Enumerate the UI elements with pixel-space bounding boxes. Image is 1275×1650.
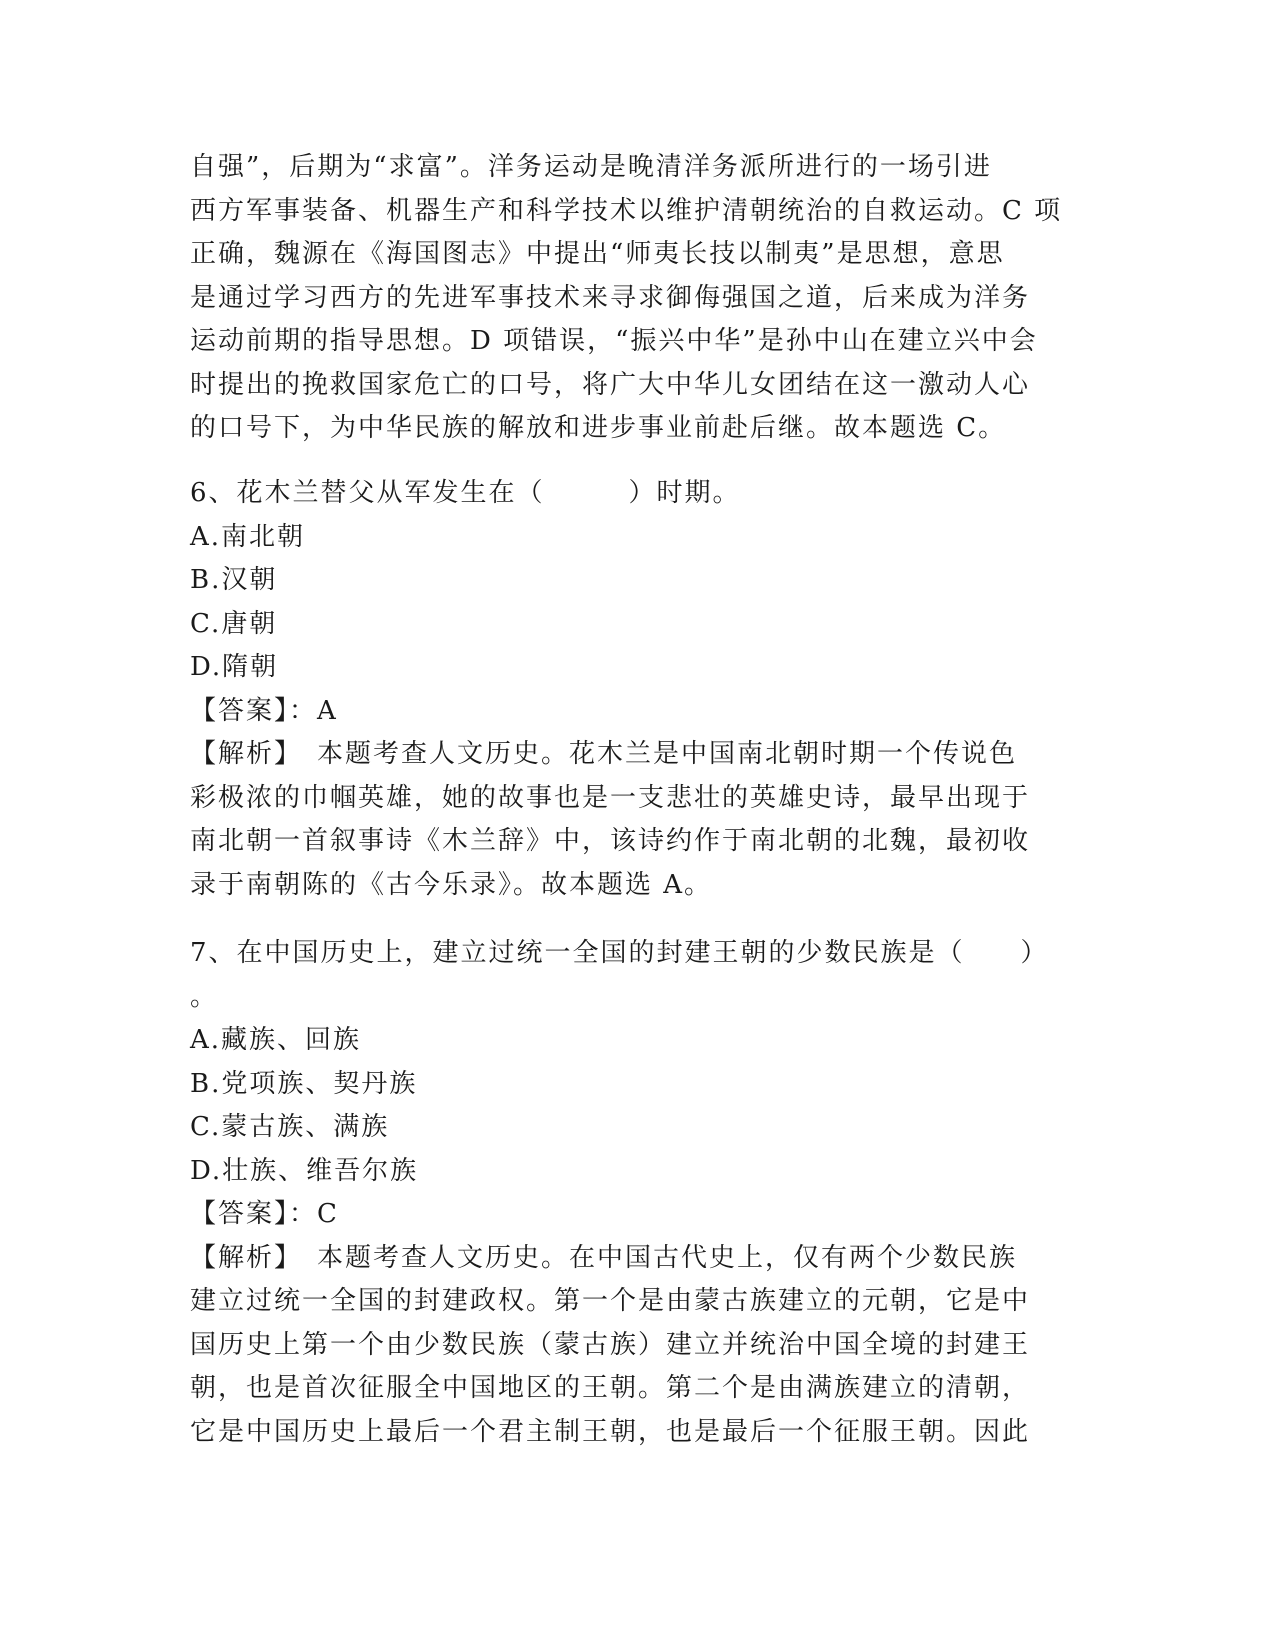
analysis-line: 建立过统一全国的封建政权。第一个是由蒙古族建立的元朝，它是中 xyxy=(190,1286,1031,1316)
analysis-line: 录于南朝陈的《古今乐录》。故本题选 A。 xyxy=(190,869,713,900)
question-7 xyxy=(190,932,1090,1454)
option-a: A.藏族、回族 xyxy=(190,1025,362,1055)
question-6 xyxy=(190,472,1090,907)
option-b: B.汉朝 xyxy=(190,565,278,595)
question-text: 6、花木兰替父从军发生在（ ）时期。 xyxy=(190,478,741,508)
text-line: 是通过学习西方的先进军事技术来寻求御侮强国之道，后来成为洋务 xyxy=(190,282,1031,313)
text-line: 自强”，后期为“求富”。洋务运动是晚清洋务派所进行的一场引进 xyxy=(190,152,992,182)
answer-line: 【答案】：C xyxy=(190,1199,339,1229)
question-text: 7、在中国历史上，建立过统一全国的封建王朝的少数民族是（ ） xyxy=(190,938,1049,968)
option-a: A.南北朝 xyxy=(190,521,306,552)
option-b: B.党项族、契丹族 xyxy=(190,1068,418,1099)
option-c: C.唐朝 xyxy=(190,608,278,639)
text-line: 时提出的挽救国家危亡的口号，将广大中华儿女团结在这一激动人心 xyxy=(190,369,1031,400)
text-line: 的口号下，为中华民族的解放和进步事业前赴后继。故本题选 C。 xyxy=(190,413,1007,443)
analysis-line: 朝，也是首次征服全中国地区的王朝。第二个是由满族建立的清朝， xyxy=(190,1373,1031,1403)
analysis-line: 它是中国历史上最后一个君主制王朝，也是最后一个征服王朝。因此 xyxy=(190,1416,1031,1447)
analysis-line: 南北朝一首叙事诗《木兰辞》中，该诗约作于南北朝的北魏，最初收 xyxy=(190,826,1031,856)
text-line: 西方军事装备、机器生产和科学技术以维护清朝统治的自救运动。C 项 xyxy=(190,195,1063,226)
text-line: 运动前期的指导思想。D 项错误，“振兴中华”是孙中山在建立兴中会 xyxy=(190,326,1038,356)
text-line: 正确，魏源在《海国图志》中提出“师夷长技以制夷”是思想，意思 xyxy=(190,239,1005,269)
analysis-line: 国历史上第一个由少数民族（蒙古族）建立并统治中国全境的封建王 xyxy=(190,1329,1031,1360)
option-d: D.壮族、维吾尔族 xyxy=(190,1155,419,1186)
option-c: C.蒙古族、满族 xyxy=(190,1112,390,1142)
option-d: D.隋朝 xyxy=(190,652,279,682)
analysis-line: 【解析】 本题考查人文历史。花木兰是中国南北朝时期一个传说色 xyxy=(190,739,1018,769)
question-text: 。 xyxy=(190,981,219,1012)
answer-line: 【答案】：A xyxy=(190,695,338,726)
previous-explanation-continuation xyxy=(190,146,1090,451)
analysis-line: 【解析】 本题考查人文历史。在中国古代史上，仅有两个少数民族 xyxy=(190,1242,1018,1273)
analysis-line: 彩极浓的巾帼英雄，她的故事也是一支悲壮的英雄史诗，最早出现于 xyxy=(190,782,1031,813)
